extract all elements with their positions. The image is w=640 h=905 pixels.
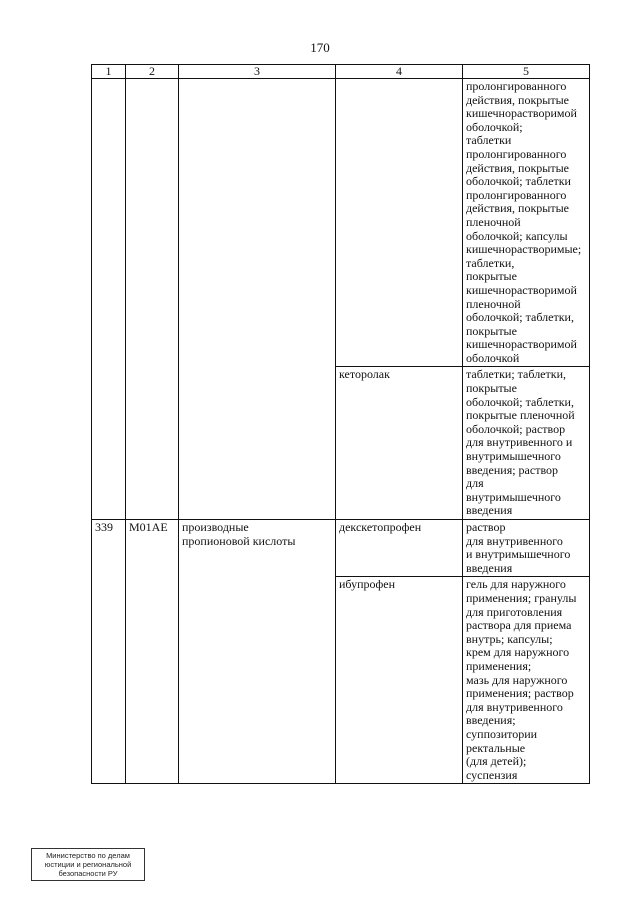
drug-name: кеторолак (336, 367, 463, 520)
stamp-line: Министерство по делам (46, 851, 130, 860)
drug-name: ибупрофен (336, 577, 463, 784)
registration-stamp (31, 848, 145, 881)
empty-cell (179, 79, 336, 520)
medication-table (91, 64, 590, 784)
column-header-5: 5 (463, 65, 590, 79)
table-row (92, 79, 590, 367)
drug-name: декскетопрофен (336, 520, 463, 577)
dosage-forms-continued: пролонгированного действия, покрытые кишечнорастворимой оболочкой; таблетки пролонгированного действия, покрытые оболочкой; таблетки пролонгированного действия, покрытые пленочной оболочкой; капсулы кишечнорастворимые; таблетки, покрытые кишечнорастворимой пленочной оболочкой; таблетки, покрытые кишечнорастворимой оболочкой (463, 79, 590, 367)
atc-code: M01AE (126, 520, 179, 784)
dosage-forms: таблетки; таблетки, покрытые оболочкой; таблетки, покрытые пленочной оболочкой; раствор для внутривенного и внутримышечного введения; раствор для внутримышечного введения (463, 367, 590, 520)
column-header-3: 3 (179, 65, 336, 79)
stamp-line: безопасности РУ (58, 869, 118, 878)
dosage-forms: гель для наружного применения; гранулы для приготовления раствора для приема внутрь; капсулы; крем для наружного применения; мазь для наружного применения; раствор для внутривенного введения; суппозитории ректальные (для детей); суспензия (463, 577, 590, 784)
column-header-1: 1 (92, 65, 126, 79)
table-row (92, 520, 590, 577)
column-header-4: 4 (336, 65, 463, 79)
page-number: 170 (310, 40, 330, 55)
empty-cell (126, 79, 179, 520)
row-number: 339 (92, 520, 126, 784)
empty-cell (92, 79, 126, 520)
empty-cell (336, 79, 463, 367)
stamp-line: юстиции и региональной (44, 860, 132, 869)
group-name: производные пропионовой кислоты (179, 520, 336, 784)
column-header-2: 2 (126, 65, 179, 79)
dosage-forms: раствор для внутривенного и внутримышечного введения (463, 520, 590, 577)
table-header-row (92, 65, 590, 79)
